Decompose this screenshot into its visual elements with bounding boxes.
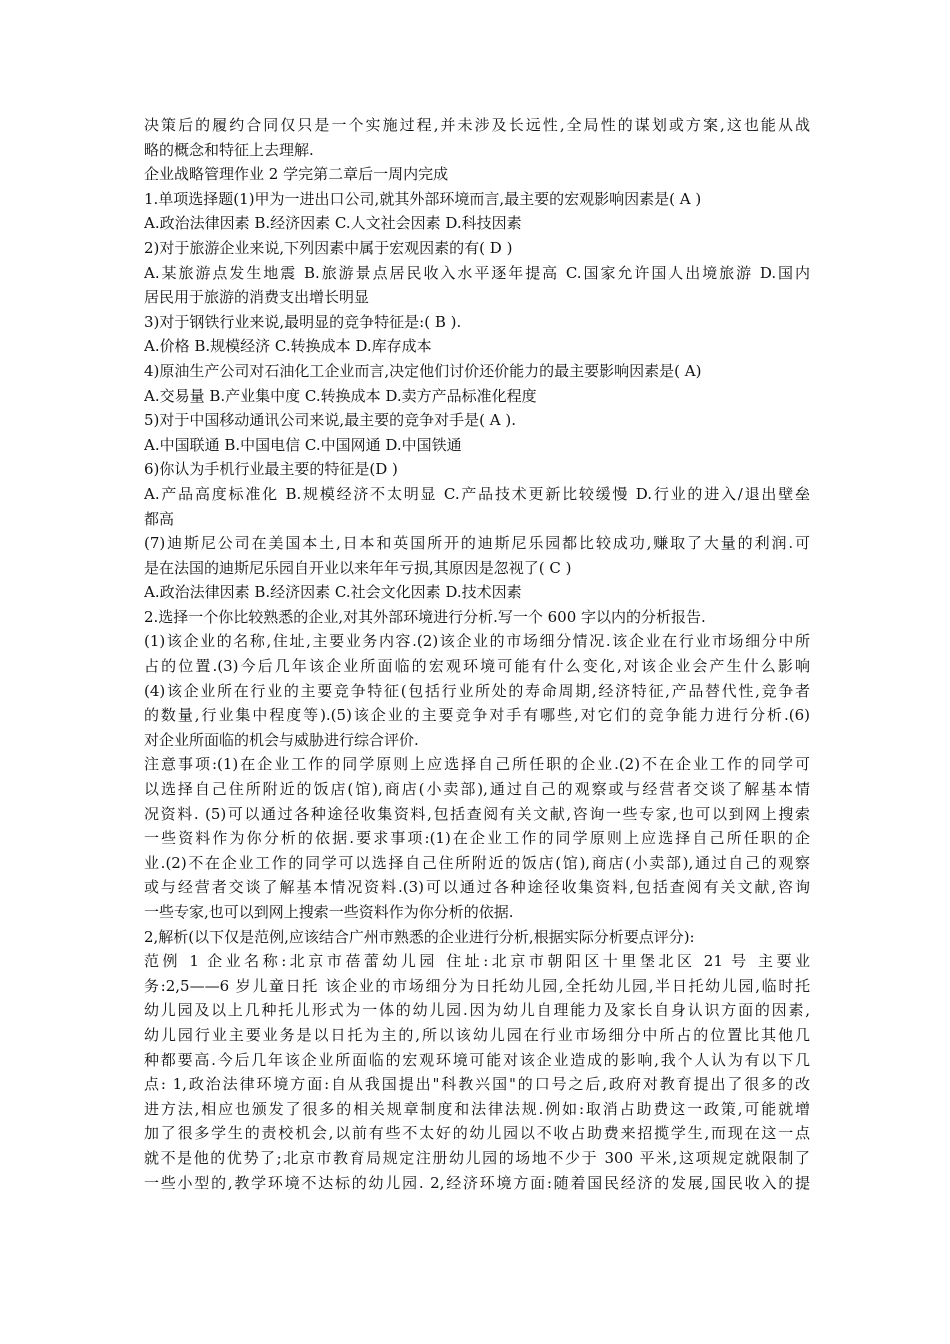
- text-line: 对企业所面临的机会与威胁进行综合评价.: [144, 730, 419, 749]
- text-line: 占的位置.(3)今后几年该企业所面临的宏观环境可能有什么变化,对该企业会产生什么影响: [144, 657, 810, 676]
- text-line: 是在法国的迪斯尼乐园自开业以来年年亏损,其原因是忽视了( C ): [144, 558, 572, 577]
- text-line: 注意事项:(1)在企业工作的同学原则上应选择自己所任职的企业.(2)不在企业工作的同学可: [144, 755, 810, 774]
- text-line: 务:2,5——6 岁儿童日托 该企业的市场细分为日托幼儿园,全托幼儿园,半日托幼儿园,临时托: [144, 976, 810, 995]
- text-line: 略的概念和特征上去理解.: [144, 140, 314, 159]
- text-line: 居民用于旅游的消费支出增长明显: [144, 288, 370, 307]
- text-line: 2,解析(以下仅是范例,应该结合广州市熟悉的企业进行分析,根据实际分析要点评分):: [144, 927, 695, 946]
- text-line: 一些专家,也可以到网上搜索一些资料作为你分析的依据.: [144, 903, 514, 921]
- text-line: A.中国联通 B.中国电信 C.中国网通 D.中国铁通: [144, 435, 462, 454]
- text-line: 幼儿园行业主要业务是以日托为主的,所以该幼儿园在行业市场细分中所占的位置比其他几: [144, 1025, 810, 1044]
- text-line: A.产品高度标准化 B.规模经济不太明显 C.产品技术更新比较缓慢 D.行业的进入/退出壁垒: [144, 484, 810, 503]
- text-line: 况资料. (5)可以通过各种途径收集资料,包括查阅有关文献,咨询一些专家,也可以到网上搜索: [144, 804, 810, 823]
- text-line: 种都要高.今后几年该企业所面临的宏观环境可能对该企业造成的影响,我个人认为有以下几: [144, 1050, 810, 1069]
- text-line: 幼儿园及以上几种托儿形式为一体的幼儿园.因为幼儿自理能力及家长自身认识方面的因素,: [144, 1001, 810, 1020]
- text-line: 企业战略管理作业 2 学完第二章后一周内完成: [144, 165, 449, 184]
- text-line: 5)对于中国移动通讯公司来说,最主要的竞争对手是( A ).: [144, 411, 517, 430]
- text-line: 范例 1 企业名称:北京市蓓蕾幼儿园 住址:北京市朝阳区十里堡北区 21 号 主要业: [144, 952, 810, 971]
- text-line: 都高: [144, 509, 175, 528]
- text-line: 2.选择一个你比较熟悉的企业,对其外部环境进行分析.写一个 600 字以内的分析报告.: [144, 607, 706, 626]
- text-line: 1.单项选择题(1)甲为一进出口公司,就其外部环境而言,最主要的宏观影响因素是( A ): [144, 189, 702, 208]
- text-line: A.某旅游点发生地震 B.旅游景点居民收入水平逐年提高 C.国家允许国人出境旅游 D.国内: [144, 263, 810, 282]
- text-line: (4)该企业所在行业的主要竞争特征(包括行业所处的寿命周期,经济特征,产品替代性,竞争者: [144, 681, 810, 700]
- text-line: 3)对于钢铁行业来说,最明显的竞争特征是:( B ).: [144, 312, 462, 331]
- text-line: 以选择自己住所附近的饭店(馆),商店(小卖部),通过自己的观察或与经营者交谈了解基本情: [144, 780, 810, 799]
- text-line: 决策后的履约合同仅只是一个实施过程,并未涉及长远性,全局性的谋划或方案,这也能从战: [144, 116, 810, 134]
- text-line: 2)对于旅游企业来说,下列因素中属于宏观因素的有( D ): [144, 238, 513, 257]
- text-line: A.政治法律因素 B.经济因素 C.人文社会因素 D.科技因素: [144, 214, 522, 233]
- text-line: 4)原油生产公司对石油化工企业而言,决定他们讨价还价能力的最主要影响因素是( A): [144, 361, 702, 380]
- text-line: 的数量,行业集中程度等).(5)该企业的主要竞争对手有哪些,对它们的竞争能力进行分析.(6): [144, 706, 810, 725]
- text-line: (7)迪斯尼公司在美国本土,日本和英国所开的迪斯尼乐园都比较成功,赚取了大量的利润.可: [144, 534, 810, 553]
- text-line: (1)该企业的名称,住址,主要业务内容.(2)该企业的市场细分情况.该企业在行业市场细分中所: [144, 632, 810, 651]
- text-line: 6)你认为手机行业最主要的特征是(D ): [144, 460, 398, 479]
- document-body: [144, 113, 810, 1195]
- text-line: 或与经营者交谈了解基本情况资料.(3)可以通过各种途径收集资料,包括查阅有关文献,咨询: [144, 878, 810, 897]
- text-line: 就不是他的优势了;北京市教育局规定注册幼儿园的场地不少于 300 平米,这项规定就限制了: [144, 1148, 810, 1167]
- text-line: A.价格 B.规模经济 C.转换成本 D.库存成本: [144, 337, 432, 356]
- text-line: A.政治法律因素 B.经济因素 C.社会文化因素 D.技术因素: [144, 583, 522, 602]
- text-line: 业.(2)不在企业工作的同学可以选择自己住所附近的饭店(馆),商店(小卖部),通过自己的观察: [144, 853, 810, 872]
- text-line: A.交易量 B.产业集中度 C.转换成本 D.卖方产品标准化程度: [144, 386, 537, 405]
- text-line: 一些小型的,教学环境不达标的幼儿园. 2,经济环境方面:随着国民经济的发展,国民收入的提: [144, 1173, 810, 1192]
- text-line: 加了很多学生的责校机会,以前有些不太好的幼儿园以不收占助费来招揽学生,而现在这一点: [144, 1124, 810, 1143]
- text-line: 点: 1,政治法律环境方面:自从我国提出"科教兴国"的口号之后,政府对教育提出了很多的改: [144, 1075, 810, 1094]
- text-line: 进方法,相应也颁发了很多的相关规章制度和法律法规.例如:取消占助费这一政策,可能就增: [144, 1099, 810, 1118]
- text-line: 一些资料作为你分析的依据.要求事项:(1)在企业工作的同学原则上应选择自己所任职的企: [144, 829, 810, 848]
